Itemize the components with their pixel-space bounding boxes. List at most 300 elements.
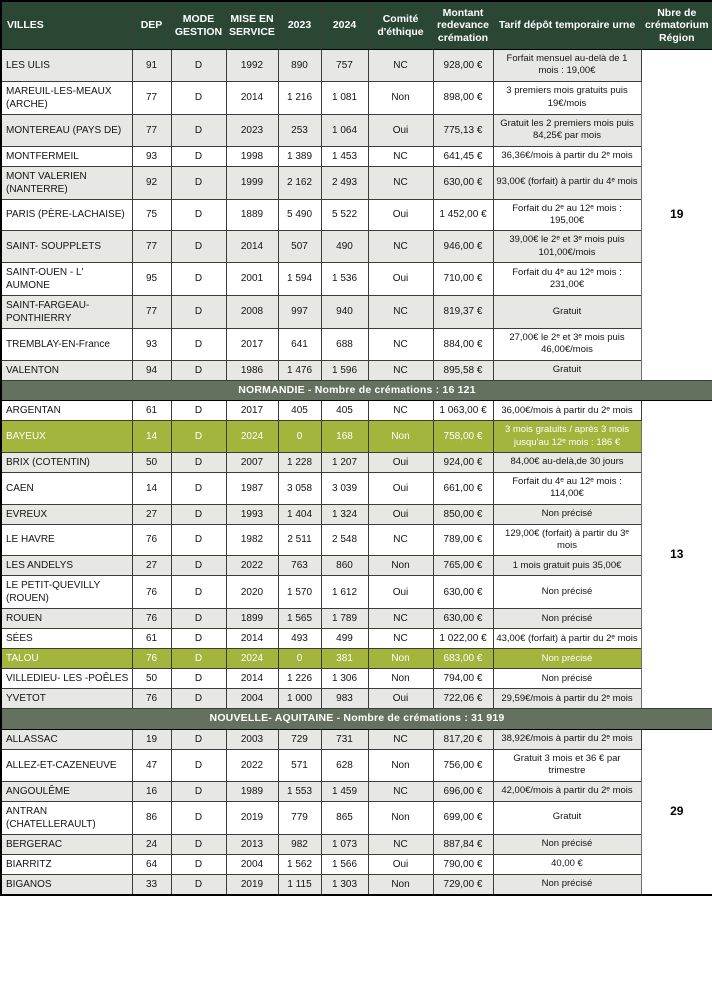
cell-mise_en_service: 1982 bbox=[226, 524, 278, 556]
cell-comite_ethique: NC bbox=[368, 524, 433, 556]
cell-comite_ethique: Oui bbox=[368, 854, 433, 874]
cell-dep: 94 bbox=[132, 360, 171, 380]
cell-montant: 850,00 € bbox=[433, 504, 493, 524]
cell-dep: 64 bbox=[132, 854, 171, 874]
cell-montant: 775,13 € bbox=[433, 114, 493, 146]
cell-dep: 76 bbox=[132, 576, 171, 609]
cell-montant: 946,00 € bbox=[433, 231, 493, 263]
cell-comite_ethique: NC bbox=[368, 629, 433, 649]
cell-mise_en_service: 2023 bbox=[226, 114, 278, 146]
column-header-comite_ethique: Comité d'éthique bbox=[368, 1, 433, 50]
table-row bbox=[1, 874, 712, 895]
cell-tarif: 38,92€/mois à partir du 2ᵉ mois bbox=[493, 729, 641, 749]
cell-mise_en_service: 1998 bbox=[226, 146, 278, 166]
cell-mode: D bbox=[171, 146, 226, 166]
table-row bbox=[1, 629, 712, 649]
cell-mise_en_service: 1986 bbox=[226, 360, 278, 380]
cell-ville: ROUEN bbox=[1, 609, 132, 629]
table-row bbox=[1, 609, 712, 629]
cell-dep: 27 bbox=[132, 556, 171, 576]
cell-cremations_2023: 571 bbox=[278, 749, 321, 781]
cell-mise_en_service: 2001 bbox=[226, 262, 278, 295]
cell-cremations_2023: 1 228 bbox=[278, 452, 321, 472]
cell-mode: D bbox=[171, 360, 226, 380]
cell-tarif: 1 mois gratuit puis 35,00€ bbox=[493, 556, 641, 576]
cell-dep: 76 bbox=[132, 524, 171, 556]
cell-comite_ethique: NC bbox=[368, 328, 433, 360]
cell-cremations_2023: 890 bbox=[278, 50, 321, 82]
cell-mise_en_service: 1989 bbox=[226, 781, 278, 801]
cell-dep: 76 bbox=[132, 649, 171, 669]
cell-mise_en_service: 2007 bbox=[226, 452, 278, 472]
cell-cremations_2024: 688 bbox=[321, 328, 368, 360]
cell-dep: 91 bbox=[132, 50, 171, 82]
cell-montant: 758,00 € bbox=[433, 421, 493, 453]
cell-ville: CAEN bbox=[1, 472, 132, 504]
cell-dep: 76 bbox=[132, 689, 171, 709]
cell-mode: D bbox=[171, 556, 226, 576]
table-row bbox=[1, 421, 712, 453]
cell-comite_ethique: Oui bbox=[368, 452, 433, 472]
cell-cremations_2023: 507 bbox=[278, 231, 321, 263]
cell-montant: 898,00 € bbox=[433, 81, 493, 114]
cell-ville: VALENTON bbox=[1, 360, 132, 380]
cell-dep: 75 bbox=[132, 199, 171, 231]
cell-tarif: Gratuit bbox=[493, 295, 641, 328]
cell-tarif: Gratuit bbox=[493, 801, 641, 834]
cell-mode: D bbox=[171, 576, 226, 609]
cell-montant: 1 022,00 € bbox=[433, 629, 493, 649]
cell-cremations_2024: 1 073 bbox=[321, 834, 368, 854]
cell-tarif: Gratuit bbox=[493, 360, 641, 380]
cell-tarif: Non précisé bbox=[493, 576, 641, 609]
cell-ville: ALLEZ-ET-CAZENEUVE bbox=[1, 749, 132, 781]
table-row bbox=[1, 50, 712, 82]
cell-dep: 14 bbox=[132, 472, 171, 504]
cell-cremations_2023: 0 bbox=[278, 649, 321, 669]
table-row bbox=[1, 452, 712, 472]
table-row bbox=[1, 749, 712, 781]
cell-comite_ethique: Non bbox=[368, 749, 433, 781]
cell-comite_ethique: NC bbox=[368, 166, 433, 199]
cell-ville: YVETOT bbox=[1, 689, 132, 709]
cell-dep: 50 bbox=[132, 669, 171, 689]
cell-dep: 16 bbox=[132, 781, 171, 801]
table-header bbox=[1, 1, 712, 50]
cell-ville: LE PETIT-QUEVILLY (ROUEN) bbox=[1, 576, 132, 609]
cell-dep: 93 bbox=[132, 328, 171, 360]
cell-dep: 33 bbox=[132, 874, 171, 895]
cell-montant: 641,45 € bbox=[433, 146, 493, 166]
cell-ville: EVREUX bbox=[1, 504, 132, 524]
cell-dep: 77 bbox=[132, 81, 171, 114]
cell-montant: 699,00 € bbox=[433, 801, 493, 834]
cell-cremations_2023: 1 476 bbox=[278, 360, 321, 380]
cell-cremations_2023: 779 bbox=[278, 801, 321, 834]
cell-cremations_2024: 1 789 bbox=[321, 609, 368, 629]
cell-tarif: Non précisé bbox=[493, 669, 641, 689]
cell-tarif: Non précisé bbox=[493, 874, 641, 895]
cell-montant: 683,00 € bbox=[433, 649, 493, 669]
table-row bbox=[1, 401, 712, 421]
cell-comite_ethique: NC bbox=[368, 834, 433, 854]
cell-cremations_2023: 1 594 bbox=[278, 262, 321, 295]
cell-montant: 729,00 € bbox=[433, 874, 493, 895]
cell-cremations_2024: 865 bbox=[321, 801, 368, 834]
cell-cremations_2023: 405 bbox=[278, 401, 321, 421]
cell-comite_ethique: Non bbox=[368, 669, 433, 689]
cell-mode: D bbox=[171, 166, 226, 199]
cell-ville: BERGERAC bbox=[1, 834, 132, 854]
cell-cremations_2024: 381 bbox=[321, 649, 368, 669]
cell-mise_en_service: 2003 bbox=[226, 729, 278, 749]
cell-mode: D bbox=[171, 801, 226, 834]
cell-cremations_2023: 1 553 bbox=[278, 781, 321, 801]
cell-tarif: 3 mois gratuits / après 3 mois jusqu'au 12ᵉ mois : 186 € bbox=[493, 421, 641, 453]
cell-comite_ethique: NC bbox=[368, 781, 433, 801]
cell-cremations_2023: 253 bbox=[278, 114, 321, 146]
cell-mode: D bbox=[171, 781, 226, 801]
cell-montant: 630,00 € bbox=[433, 609, 493, 629]
cell-ville: BIARRITZ bbox=[1, 854, 132, 874]
cell-mise_en_service: 2017 bbox=[226, 401, 278, 421]
cell-cremations_2023: 729 bbox=[278, 729, 321, 749]
region-crematorium-count: 19 bbox=[641, 50, 712, 380]
cell-tarif: Non précisé bbox=[493, 504, 641, 524]
cell-cremations_2024: 490 bbox=[321, 231, 368, 263]
table-row bbox=[1, 854, 712, 874]
cell-cremations_2024: 3 039 bbox=[321, 472, 368, 504]
cell-montant: 1 452,00 € bbox=[433, 199, 493, 231]
cell-tarif: 3 premiers mois gratuits puis 19€/mois bbox=[493, 81, 641, 114]
cell-mise_en_service: 2004 bbox=[226, 689, 278, 709]
table-row bbox=[1, 576, 712, 609]
cell-cremations_2024: 1 612 bbox=[321, 576, 368, 609]
cell-mode: D bbox=[171, 504, 226, 524]
cell-mise_en_service: 2024 bbox=[226, 649, 278, 669]
cell-cremations_2023: 1 389 bbox=[278, 146, 321, 166]
column-header-mode: MODE GESTION bbox=[171, 1, 226, 50]
cell-cremations_2024: 1 303 bbox=[321, 874, 368, 895]
cell-mise_en_service: 2014 bbox=[226, 629, 278, 649]
cell-tarif: 43,00€ (forfait) à partir du 2ᵉ mois bbox=[493, 629, 641, 649]
table-row bbox=[1, 524, 712, 556]
cell-montant: 1 063,00 € bbox=[433, 401, 493, 421]
cell-cremations_2024: 757 bbox=[321, 50, 368, 82]
cell-montant: 817,20 € bbox=[433, 729, 493, 749]
cell-ville: LES ULIS bbox=[1, 50, 132, 82]
cell-mode: D bbox=[171, 401, 226, 421]
cell-cremations_2024: 1 081 bbox=[321, 81, 368, 114]
table-row bbox=[1, 231, 712, 263]
cell-mode: D bbox=[171, 609, 226, 629]
cell-tarif: 93,00€ (forfait) à partir du 4ᵉ mois bbox=[493, 166, 641, 199]
cell-montant: 765,00 € bbox=[433, 556, 493, 576]
cell-cremations_2023: 0 bbox=[278, 421, 321, 453]
cell-comite_ethique: Non bbox=[368, 421, 433, 453]
cell-mode: D bbox=[171, 328, 226, 360]
cell-mise_en_service: 2004 bbox=[226, 854, 278, 874]
cell-comite_ethique: NC bbox=[368, 231, 433, 263]
cell-comite_ethique: NC bbox=[368, 401, 433, 421]
cell-cremations_2023: 1 226 bbox=[278, 669, 321, 689]
cell-dep: 92 bbox=[132, 166, 171, 199]
cell-tarif: 29,59€/mois à partir du 2ᵉ mois bbox=[493, 689, 641, 709]
cell-montant: 789,00 € bbox=[433, 524, 493, 556]
cell-comite_ethique: NC bbox=[368, 729, 433, 749]
cell-mode: D bbox=[171, 629, 226, 649]
cell-comite_ethique: NC bbox=[368, 295, 433, 328]
table-row bbox=[1, 556, 712, 576]
cell-mode: D bbox=[171, 854, 226, 874]
cell-dep: 27 bbox=[132, 504, 171, 524]
cell-cremations_2024: 1 566 bbox=[321, 854, 368, 874]
cell-tarif: Non précisé bbox=[493, 649, 641, 669]
cell-ville: SAINT-OUEN - L' AUMONE bbox=[1, 262, 132, 295]
cell-cremations_2024: 628 bbox=[321, 749, 368, 781]
column-header-cremations_2023: 2023 bbox=[278, 1, 321, 50]
cell-mode: D bbox=[171, 649, 226, 669]
cell-montant: 928,00 € bbox=[433, 50, 493, 82]
cell-dep: 93 bbox=[132, 146, 171, 166]
cell-cremations_2024: 1 536 bbox=[321, 262, 368, 295]
cell-tarif: Forfait du 2ᵉ au 12ᵉ mois : 195,00€ bbox=[493, 199, 641, 231]
table-row bbox=[1, 689, 712, 709]
cell-dep: 14 bbox=[132, 421, 171, 453]
cell-cremations_2024: 731 bbox=[321, 729, 368, 749]
cell-mise_en_service: 1993 bbox=[226, 504, 278, 524]
cell-ville: MONT VALERIEN (NANTERRE) bbox=[1, 166, 132, 199]
cell-mode: D bbox=[171, 295, 226, 328]
cell-dep: 24 bbox=[132, 834, 171, 854]
cell-comite_ethique: Non bbox=[368, 801, 433, 834]
cell-mise_en_service: 1992 bbox=[226, 50, 278, 82]
cell-tarif: Forfait du 4ᵉ au 12ᵉ mois : 114,00€ bbox=[493, 472, 641, 504]
table-row bbox=[1, 114, 712, 146]
cell-mise_en_service: 2022 bbox=[226, 556, 278, 576]
cell-comite_ethique: Oui bbox=[368, 472, 433, 504]
cell-dep: 76 bbox=[132, 609, 171, 629]
cell-cremations_2023: 3 058 bbox=[278, 472, 321, 504]
cell-montant: 756,00 € bbox=[433, 749, 493, 781]
cell-tarif: 42,00€/mois à partir du 2ᵉ mois bbox=[493, 781, 641, 801]
cell-ville: LE HAVRE bbox=[1, 524, 132, 556]
cell-comite_ethique: NC bbox=[368, 146, 433, 166]
cell-montant: 790,00 € bbox=[433, 854, 493, 874]
cell-montant: 924,00 € bbox=[433, 452, 493, 472]
table-row bbox=[1, 781, 712, 801]
cell-comite_ethique: Oui bbox=[368, 576, 433, 609]
cell-cremations_2023: 1 216 bbox=[278, 81, 321, 114]
cell-cremations_2024: 940 bbox=[321, 295, 368, 328]
cell-mode: D bbox=[171, 50, 226, 82]
cell-dep: 95 bbox=[132, 262, 171, 295]
cell-montant: 630,00 € bbox=[433, 166, 493, 199]
cell-mise_en_service: 2013 bbox=[226, 834, 278, 854]
cell-mise_en_service: 2014 bbox=[226, 231, 278, 263]
cell-cremations_2024: 405 bbox=[321, 401, 368, 421]
cell-cremations_2023: 997 bbox=[278, 295, 321, 328]
cell-dep: 19 bbox=[132, 729, 171, 749]
cell-cremations_2023: 1 570 bbox=[278, 576, 321, 609]
cell-cremations_2023: 1 115 bbox=[278, 874, 321, 895]
cell-mode: D bbox=[171, 199, 226, 231]
cell-mise_en_service: 2019 bbox=[226, 801, 278, 834]
cell-montant: 819,37 € bbox=[433, 295, 493, 328]
cell-montant: 884,00 € bbox=[433, 328, 493, 360]
cell-comite_ethique: Non bbox=[368, 874, 433, 895]
cell-dep: 77 bbox=[132, 231, 171, 263]
cell-mise_en_service: 1889 bbox=[226, 199, 278, 231]
cell-ville: PARIS (PÈRE-LACHAISE) bbox=[1, 199, 132, 231]
cell-mode: D bbox=[171, 114, 226, 146]
cell-montant: 794,00 € bbox=[433, 669, 493, 689]
cell-ville: MONTEREAU (PAYS DE) bbox=[1, 114, 132, 146]
cell-ville: TREMBLAY-EN-France bbox=[1, 328, 132, 360]
cell-cremations_2024: 1 064 bbox=[321, 114, 368, 146]
table-row bbox=[1, 166, 712, 199]
section-band-label: NOUVELLE- AQUITAINE - Nombre de crémations : 31 919 bbox=[1, 709, 712, 730]
cell-dep: 86 bbox=[132, 801, 171, 834]
cell-cremations_2023: 982 bbox=[278, 834, 321, 854]
cell-mode: D bbox=[171, 689, 226, 709]
cell-cremations_2023: 2 511 bbox=[278, 524, 321, 556]
section-band-row bbox=[1, 380, 712, 401]
cell-montant: 895,58 € bbox=[433, 360, 493, 380]
cell-cremations_2024: 860 bbox=[321, 556, 368, 576]
cell-mise_en_service: 2008 bbox=[226, 295, 278, 328]
cell-cremations_2023: 763 bbox=[278, 556, 321, 576]
cell-comite_ethique: NC bbox=[368, 50, 433, 82]
cell-tarif: 39,00€ le 2ᵉ et 3ᵉ mois puis 101,00€/mois bbox=[493, 231, 641, 263]
section-band-row bbox=[1, 709, 712, 730]
table-row bbox=[1, 199, 712, 231]
cell-ville: ARGENTAN bbox=[1, 401, 132, 421]
cell-mise_en_service: 1999 bbox=[226, 166, 278, 199]
cell-ville: BIGANOS bbox=[1, 874, 132, 895]
cell-dep: 61 bbox=[132, 401, 171, 421]
region-crematorium-count: 13 bbox=[641, 401, 712, 709]
cell-tarif: Non précisé bbox=[493, 609, 641, 629]
cell-comite_ethique: Oui bbox=[368, 114, 433, 146]
cell-mode: D bbox=[171, 421, 226, 453]
cell-comite_ethique: Oui bbox=[368, 689, 433, 709]
cell-ville: SAINT-FARGEAU-PONTHIERRY bbox=[1, 295, 132, 328]
cell-comite_ethique: Oui bbox=[368, 504, 433, 524]
cell-tarif: Gratuit 3 mois et 36 € par trimestre bbox=[493, 749, 641, 781]
column-header-tarif: Tarif dépôt temporaire urne bbox=[493, 1, 641, 50]
cell-tarif: 27,00€ le 2ᵉ et 3ᵉ mois puis 46,00€/mois bbox=[493, 328, 641, 360]
cell-montant: 722,06 € bbox=[433, 689, 493, 709]
cell-comite_ethique: Oui bbox=[368, 199, 433, 231]
cell-tarif: 36,36€/mois à partir du 2ᵉ mois bbox=[493, 146, 641, 166]
cell-mode: D bbox=[171, 262, 226, 295]
cell-comite_ethique: Non bbox=[368, 649, 433, 669]
column-header-dep: DEP bbox=[132, 1, 171, 50]
cell-cremations_2024: 1 324 bbox=[321, 504, 368, 524]
cell-cremations_2024: 1 453 bbox=[321, 146, 368, 166]
column-header-region: Nbre de crématorium Région bbox=[641, 1, 712, 50]
table-row bbox=[1, 669, 712, 689]
cell-dep: 77 bbox=[132, 114, 171, 146]
cell-mode: D bbox=[171, 834, 226, 854]
cell-cremations_2023: 641 bbox=[278, 328, 321, 360]
cell-dep: 61 bbox=[132, 629, 171, 649]
cell-montant: 710,00 € bbox=[433, 262, 493, 295]
cell-mise_en_service: 2014 bbox=[226, 81, 278, 114]
table-row bbox=[1, 81, 712, 114]
cell-comite_ethique: NC bbox=[368, 609, 433, 629]
column-header-montant: Montant redevance crémation bbox=[433, 1, 493, 50]
cell-ville: ALLASSAC bbox=[1, 729, 132, 749]
table-row bbox=[1, 146, 712, 166]
cell-mode: D bbox=[171, 729, 226, 749]
cell-ville: ANGOULÊME bbox=[1, 781, 132, 801]
table-body bbox=[1, 50, 712, 895]
cell-mise_en_service: 2017 bbox=[226, 328, 278, 360]
cell-cremations_2024: 1 306 bbox=[321, 669, 368, 689]
cell-ville: VILLEDIEU- LES -POÊLES bbox=[1, 669, 132, 689]
column-header-mise_en_service: MISE EN SERVICE bbox=[226, 1, 278, 50]
table-row bbox=[1, 729, 712, 749]
cell-comite_ethique: Oui bbox=[368, 262, 433, 295]
cell-ville: LES ANDELYS bbox=[1, 556, 132, 576]
cell-tarif: Non précisé bbox=[493, 834, 641, 854]
table-row bbox=[1, 262, 712, 295]
cell-comite_ethique: Non bbox=[368, 556, 433, 576]
cell-ville: TALOU bbox=[1, 649, 132, 669]
cell-cremations_2024: 499 bbox=[321, 629, 368, 649]
cell-ville: SAINT- SOUPPLETS bbox=[1, 231, 132, 263]
cell-tarif: 84,00€ au-delà,de 30 jours bbox=[493, 452, 641, 472]
cell-mode: D bbox=[171, 524, 226, 556]
table-row bbox=[1, 328, 712, 360]
cell-cremations_2024: 2 548 bbox=[321, 524, 368, 556]
cell-ville: MAREUIL-LES-MEAUX (ARCHE) bbox=[1, 81, 132, 114]
cell-cremations_2024: 1 207 bbox=[321, 452, 368, 472]
cell-cremations_2023: 5 490 bbox=[278, 199, 321, 231]
cell-tarif: Gratuit les 2 premiers mois puis 84,25€ par mois bbox=[493, 114, 641, 146]
cell-mode: D bbox=[171, 749, 226, 781]
cell-mise_en_service: 2024 bbox=[226, 421, 278, 453]
cell-montant: 887,84 € bbox=[433, 834, 493, 854]
cell-mode: D bbox=[171, 669, 226, 689]
cell-cremations_2023: 2 162 bbox=[278, 166, 321, 199]
cell-mode: D bbox=[171, 452, 226, 472]
cell-tarif: 129,00€ (forfait) à partir du 3ᵉ mois bbox=[493, 524, 641, 556]
column-header-cremations_2024: 2024 bbox=[321, 1, 368, 50]
cell-cremations_2023: 1 000 bbox=[278, 689, 321, 709]
cell-cremations_2024: 168 bbox=[321, 421, 368, 453]
cell-cremations_2024: 1 596 bbox=[321, 360, 368, 380]
cell-mise_en_service: 1899 bbox=[226, 609, 278, 629]
cell-mise_en_service: 2020 bbox=[226, 576, 278, 609]
table-row bbox=[1, 801, 712, 834]
cell-montant: 630,00 € bbox=[433, 576, 493, 609]
table-row bbox=[1, 649, 712, 669]
column-header-ville: VILLES bbox=[1, 1, 132, 50]
section-band-label: NORMANDIE - Nombre de crémations : 16 121 bbox=[1, 380, 712, 401]
cell-cremations_2023: 1 404 bbox=[278, 504, 321, 524]
header-row bbox=[1, 1, 712, 50]
cell-cremations_2023: 493 bbox=[278, 629, 321, 649]
cell-tarif: 36,00€/mois à partir du 2ᵉ mois bbox=[493, 401, 641, 421]
table-row bbox=[1, 295, 712, 328]
cell-cremations_2024: 983 bbox=[321, 689, 368, 709]
cell-cremations_2024: 1 459 bbox=[321, 781, 368, 801]
cell-montant: 696,00 € bbox=[433, 781, 493, 801]
cell-ville: ANTRAN (CHATELLERAULT) bbox=[1, 801, 132, 834]
